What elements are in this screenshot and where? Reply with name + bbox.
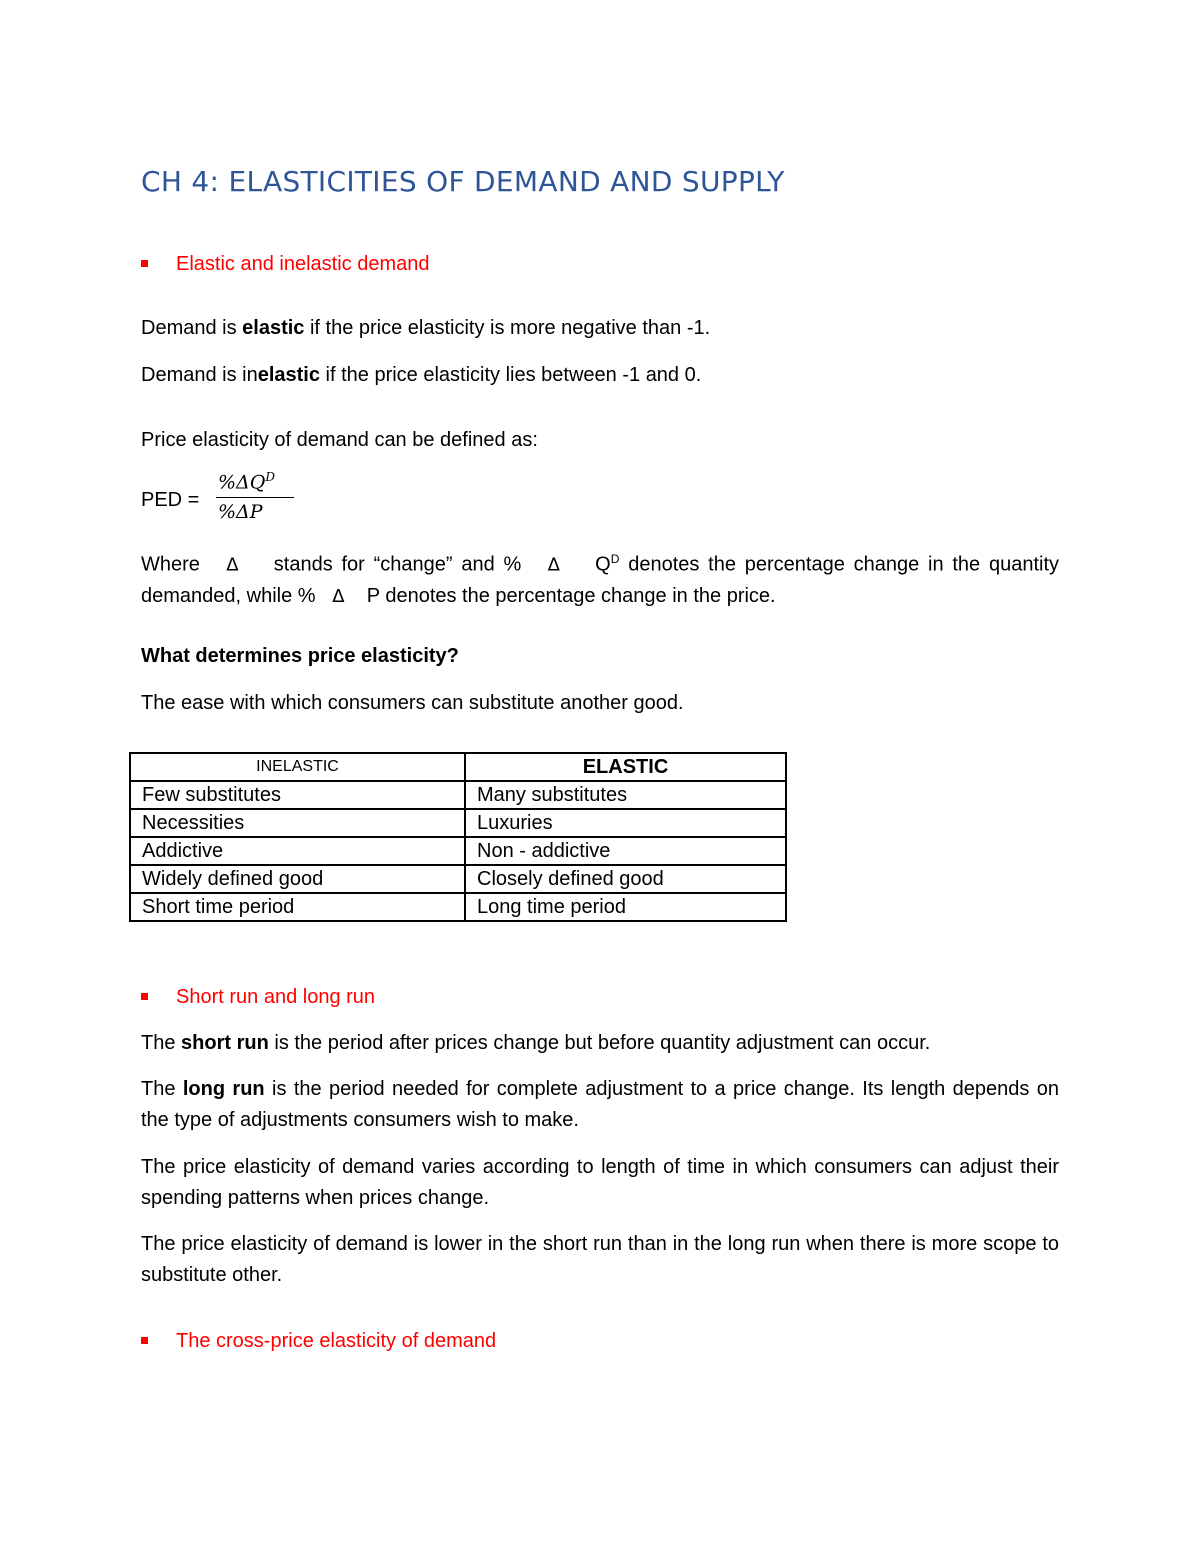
table-cell: Luxuries xyxy=(465,809,786,837)
table-cell: Non - addictive xyxy=(465,837,786,865)
table-cell: Long time period xyxy=(465,893,786,921)
section-heading-short-long-run: Short run and long run xyxy=(141,982,1041,1012)
ped-label: PED = xyxy=(141,489,200,511)
table-row xyxy=(130,837,786,865)
elasticity-short-run-paragraph: The price elasticity of demand is lower in the short run than in the long run when there is more scope to substitute other. xyxy=(141,1233,1059,1286)
bullet-icon xyxy=(141,260,148,267)
question-answer: The ease with which consumers can substitute another good. xyxy=(141,692,684,714)
table-cell: Necessities xyxy=(130,809,465,837)
header-elastic: ELASTIC xyxy=(465,753,786,781)
long-run-definition: The long run is the period needed for complete adjustment to a price change. Its length depends on the type of adjustments consumers wish to make. xyxy=(141,1078,1059,1131)
ped-intro: Price elasticity of demand can be defined as: xyxy=(141,429,538,451)
page-title: CH 4: ELASTICITIES OF DEMAND AND SUPPLY xyxy=(141,165,785,198)
bullet-icon xyxy=(141,993,148,1000)
table-cell: Many substitutes xyxy=(465,781,786,809)
table-header-row xyxy=(130,753,786,781)
short-run-definition: The short run is the period after prices change but before quantity adjustment can occur. xyxy=(141,1032,931,1054)
table-row xyxy=(130,781,786,809)
ped-explanation: Where Δ stands for “change” and % Δ $Q^D$ denotes the percentage change in the quantity demanded, while % Δ P denotes the percentage change in the price. xyxy=(141,552,1060,607)
table-cell: Closely defined good xyxy=(465,865,786,893)
bullet-icon xyxy=(141,1337,148,1344)
table-cell: Few substitutes xyxy=(130,781,465,809)
inelastic-definition: Demand is inelastic if the price elasticity lies between -1 and 0. xyxy=(141,364,702,386)
formula-denominator: %ΔP xyxy=(218,501,263,523)
table-cell: Addictive xyxy=(130,837,465,865)
ped-formula xyxy=(216,470,294,530)
elasticity-time-paragraph: The price elasticity of demand varies according to length of time in which consumers can adjust their spending patterns when prices change. xyxy=(141,1156,1059,1209)
table-cell: Short time period xyxy=(130,893,465,921)
fraction-bar xyxy=(216,497,294,498)
elastic-definition: Demand is elastic if the price elasticity is more negative than -1. xyxy=(141,317,711,339)
formula-numerator: $\%\Delta Q^D$ xyxy=(218,470,275,494)
question-heading: What determines price elasticity? xyxy=(141,645,459,667)
section-heading-elastic-inelastic: Elastic and inelastic demand xyxy=(141,249,1041,279)
table-row xyxy=(130,809,786,837)
section-heading-cross-price: The cross-price elasticity of demand xyxy=(141,1326,1041,1356)
header-inelastic: INELASTIC xyxy=(130,753,465,781)
table-cell: Widely defined good xyxy=(130,865,465,893)
elasticity-comparison-table xyxy=(129,752,787,922)
table-row xyxy=(130,865,786,893)
table-row xyxy=(130,893,786,921)
